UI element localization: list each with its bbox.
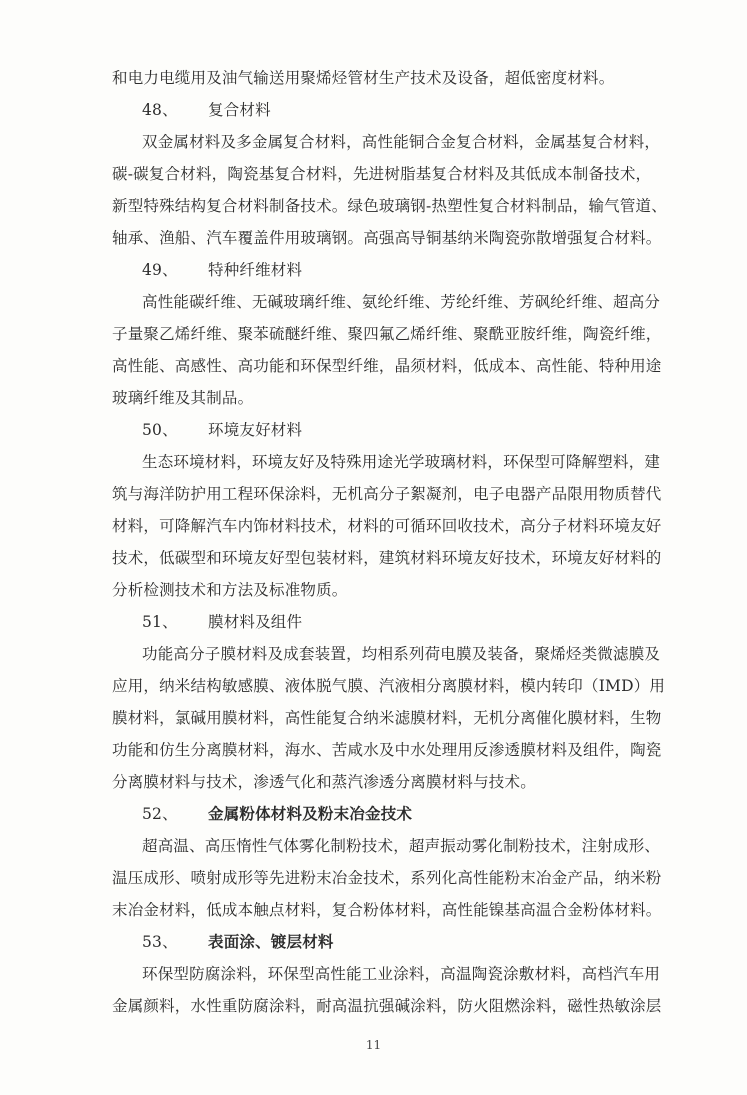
- section-title: 特种纤维材料: [208, 261, 303, 279]
- section-number: 53、: [142, 933, 178, 951]
- section-title: 金属粉体材料及粉末冶金技术: [208, 804, 413, 823]
- section-number: 49、: [142, 261, 178, 279]
- paragraph-line: 超高温、高压惰性气体雾化制粉技术，超声振动雾化制粉技术，注射成形、: [142, 837, 661, 855]
- section-heading: [112, 414, 687, 446]
- paragraph-line: 应用，纳米结构敏感膜、液体脱气膜、汽液相分离膜材料，模内转印（IMD）用: [112, 677, 666, 695]
- paragraph-line: 技术，低碳型和环境友好型包装材料，建筑材料环境友好技术，环境友好材料的: [112, 549, 662, 567]
- section-title: 表面涂、镀层材料: [208, 932, 334, 951]
- section-heading: [112, 254, 687, 286]
- paragraph-line: 功能高分子膜材料及成套装置，均相系列荷电膜及装备，聚烯烃类微滤膜及: [142, 645, 661, 663]
- section-heading: [112, 94, 687, 126]
- paragraph-line: 环保型防腐涂料，环保型高性能工业涂料，高温陶瓷涂敷材料，高档汽车用: [142, 965, 661, 983]
- paragraph-line: 双金属材料及多金属复合材料，高性能铜合金复合材料，金属基复合材料，: [142, 133, 661, 151]
- paragraph-line: 碳-碳复合材料，陶瓷基复合材料，先进树脂基复合材料及其低成本制备技术，: [112, 165, 652, 183]
- paragraph-line: 生态环境材料，环境友好及特殊用途光学玻璃材料，环保型可降解塑料，建: [142, 453, 661, 471]
- paragraph-line: 子量聚乙烯纤维、聚苯硫醚纤维、聚四氟乙烯纤维、聚酰亚胺纤维，陶瓷纤维，: [112, 325, 662, 343]
- paragraph-line: 末冶金材料，低成本触点材料，复合粉体材料，高性能镍基高温合金粉体材料。: [112, 901, 662, 919]
- section-number: 52、: [142, 805, 178, 823]
- section-title: 膜材料及组件: [208, 613, 303, 631]
- section-title: 环境友好材料: [208, 421, 303, 439]
- section-heading: [112, 926, 687, 958]
- paragraph-line: 材料，可降解汽车内饰材料技术，材料的可循环回收技术，高分子材料环境友好: [112, 517, 662, 535]
- page-number: 11: [365, 1038, 382, 1052]
- paragraph-line: 分析检测技术和方法及标准物质。: [112, 581, 348, 599]
- paragraph-line: 功能和仿生分离膜材料，海水、苦咸水及中水处理用反渗透膜材料及组件，陶瓷: [112, 741, 662, 759]
- section-heading: [112, 798, 687, 830]
- paragraph-line: 新型特殊结构复合材料制备技术。绿色玻璃钢-热塑性复合材料制品，输气管道、: [112, 197, 667, 215]
- paragraph-line: 高性能碳纤维、无碱玻璃纤维、氨纶纤维、芳纶纤维、芳砜纶纤维、超高分: [142, 293, 661, 311]
- section-number: 48、: [142, 101, 178, 119]
- section-number: 51、: [142, 613, 178, 631]
- document-body: [112, 62, 687, 1022]
- paragraph-line: 和电力电缆用及油气输送用聚烯烃管材生产技术及设备，超低密度材料。: [112, 69, 615, 87]
- paragraph-line: 分离膜材料与技术，渗透气化和蒸汽渗透分离膜材料与技术。: [112, 773, 536, 791]
- section-heading: [112, 606, 687, 638]
- paragraph-line: 膜材料，氯碱用膜材料，高性能复合纳米滤膜材料，无机分离催化膜材料，生物: [112, 709, 662, 727]
- paragraph-line: 轴承、渔船、汽车覆盖件用玻璃钢。高强高导铜基纳米陶瓷弥散增强复合材料。: [112, 229, 662, 247]
- section-title: 复合材料: [208, 101, 271, 119]
- paragraph-line: 金属颜料，水性重防腐涂料，耐高温抗强碱涂料，防火阻燃涂料，磁性热敏涂层: [112, 997, 662, 1015]
- paragraph-line: 玻璃纤维及其制品。: [112, 389, 254, 407]
- paragraph-line: 筑与海洋防护用工程环保涂料，无机高分子絮凝剂，电子电器产品限用物质替代: [112, 485, 662, 503]
- section-number: 50、: [142, 421, 178, 439]
- paragraph-line: 高性能、高感性、高功能和环保型纤维，晶须材料，低成本、高性能、特种用途: [112, 357, 662, 375]
- paragraph-line: 温压成形、喷射成形等先进粉末冶金技术，系列化高性能粉末冶金产品，纳米粉: [112, 869, 662, 887]
